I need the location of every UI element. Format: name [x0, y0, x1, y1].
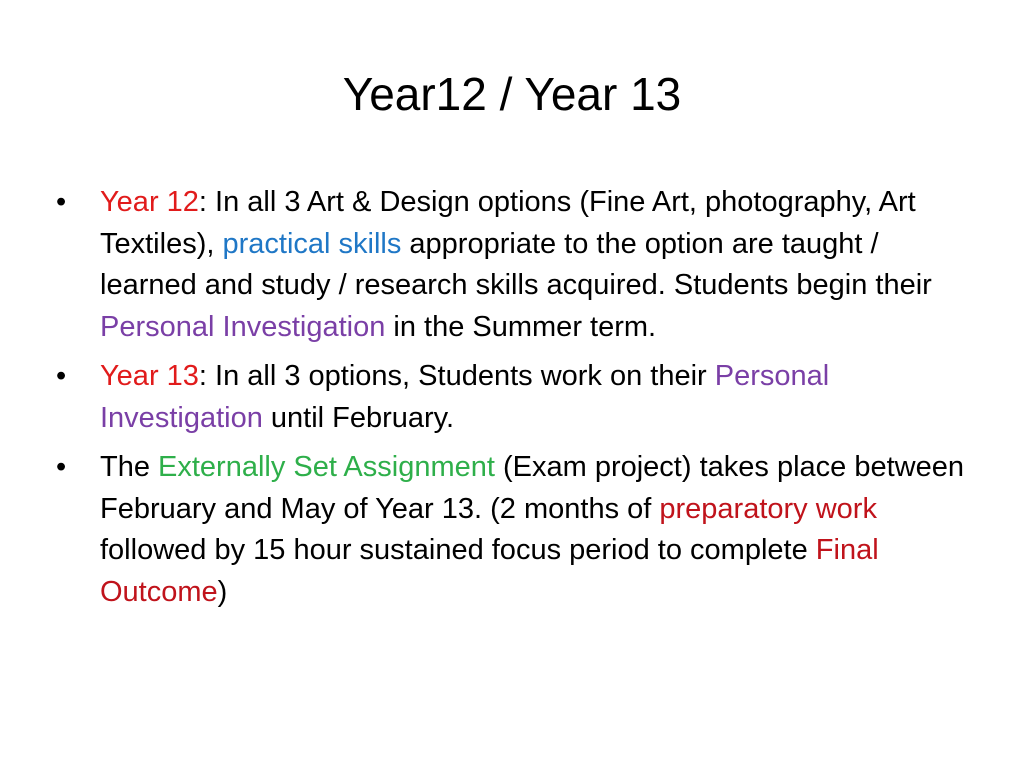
bullet-text: until February.	[262, 401, 455, 434]
bullet-text: The	[100, 451, 159, 483]
bullet-item	[56, 356, 976, 439]
slide-title: Year12 / Year 13	[342, 68, 682, 120]
bullet-item	[56, 447, 976, 613]
highlighted-text: Final Outcome	[100, 534, 879, 608]
bullet-dot-icon: •	[56, 451, 67, 483]
bullet-list	[56, 182, 976, 621]
bullet-item	[56, 182, 976, 348]
highlighted-text: Year 12	[100, 186, 199, 218]
highlighted-text: Externally Set Assignment	[158, 451, 495, 483]
bullet-text: )	[217, 575, 228, 608]
bullet-text: in the Summer term.	[385, 310, 657, 343]
bullet-text: (Exam project) takes place between February and May of Year 13. (2 months of	[100, 451, 964, 525]
bullet-text: followed by 15 hour sustained focus period to complete	[100, 534, 816, 566]
bullet-dot-icon: •	[56, 186, 67, 218]
bullet-text: appropriate to the option are taught / learned and study / research skills acquired. Students begin their	[100, 227, 932, 301]
bullet-text: : In all 3 options, Students work on their	[198, 360, 715, 392]
bullet-text: : In all 3 Art & Design options (Fine Art, photography, Art Textiles),	[100, 186, 916, 260]
highlighted-text: Year 13	[100, 360, 199, 392]
bullet-dot-icon: •	[56, 360, 67, 392]
highlighted-text: Personal Investigation	[100, 310, 386, 343]
highlighted-text: preparatory work	[659, 492, 877, 525]
highlighted-text: practical skills	[222, 227, 402, 260]
highlighted-text: Personal Investigation	[100, 360, 830, 434]
